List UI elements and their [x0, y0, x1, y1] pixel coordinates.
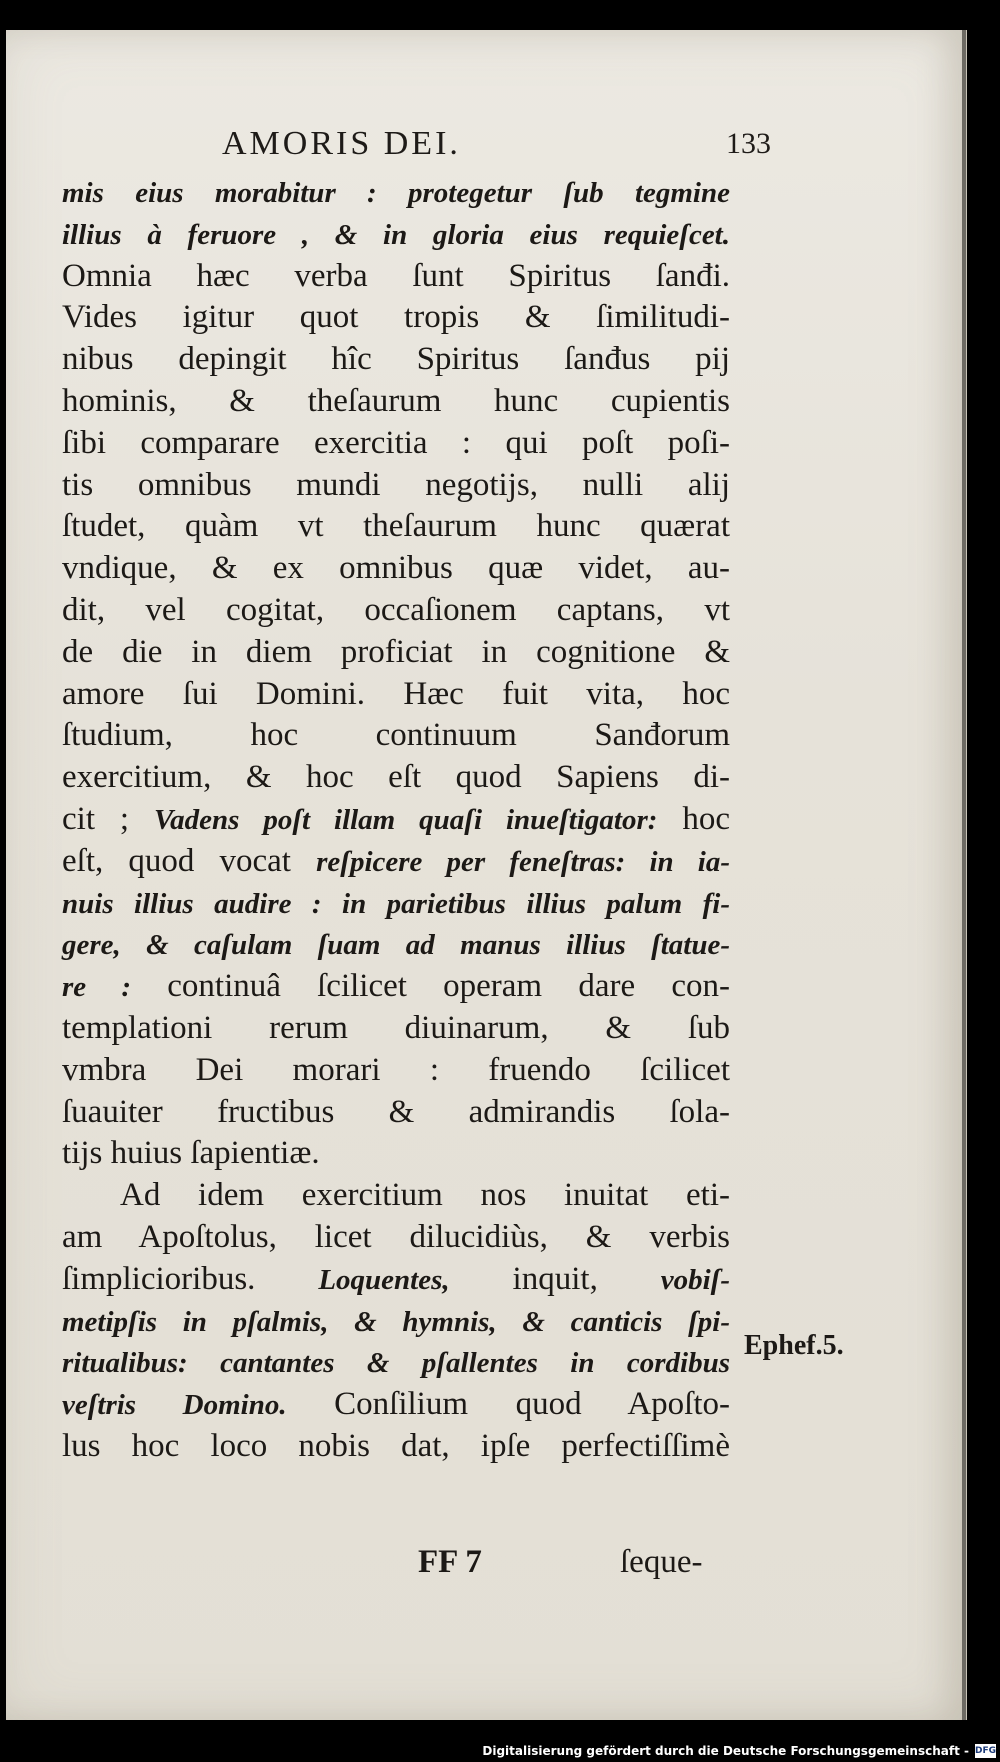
- roman-segment: lus hoc loco nobis dat, ipſe perfectiſſimè: [62, 1427, 730, 1464]
- text-line: [62, 1217, 730, 1259]
- text-line: [62, 1050, 730, 1092]
- roman-segment: dit, vel cogitat, occaſionem captans, vt: [62, 591, 730, 628]
- italic-segment: nuis illius audire : in parietibus illius palum fi-: [62, 887, 730, 920]
- italic-segment: gere, & caſulam ſuam ad manus illius ſtatue-: [62, 929, 730, 962]
- text-line: [62, 172, 730, 214]
- roman-segment: amore ſui Domini. Hæc fuit vita, hoc: [62, 675, 730, 712]
- page-number: 133: [726, 127, 771, 160]
- italic-segment: vobiſ-: [660, 1263, 730, 1296]
- text-line: [62, 381, 730, 423]
- roman-segment: de die in diem proficiat in cognitione &: [62, 633, 730, 670]
- page-edge: [962, 30, 966, 1720]
- italic-segment: Loquentes,: [318, 1263, 450, 1296]
- roman-segment: hoc: [657, 800, 730, 837]
- italic-segment: Vadens poſt illam quaſi inueſtigator:: [154, 803, 658, 836]
- roman-segment: inquit,: [449, 1260, 661, 1297]
- text-line: [62, 1008, 730, 1050]
- text-line: [62, 841, 730, 883]
- text-line: [62, 924, 730, 966]
- text-line: [62, 465, 730, 507]
- italic-segment: illius à feruore , & in gloria eius requieſcet.: [62, 218, 730, 251]
- roman-segment: vndique, & ex omnibus quæ videt, au-: [62, 550, 730, 587]
- roman-segment: Vides igitur quot tropis & ſimilitudi-: [62, 299, 730, 336]
- italic-segment: veſtris Domino.: [62, 1389, 287, 1422]
- catchword: ſeque-: [620, 1544, 703, 1580]
- roman-segment: continuâ ſcilicet operam dare con-: [131, 968, 730, 1005]
- text-line: [62, 966, 730, 1008]
- italic-segment: reſpicere per feneſtras: in ia-: [316, 845, 730, 878]
- roman-segment: cit ;: [62, 800, 155, 837]
- text-line: [62, 506, 730, 548]
- text-line: [62, 1384, 730, 1426]
- roman-segment: vmbra Dei morari : fruendo ſcilicet: [62, 1051, 730, 1088]
- credit-text: Digitalisierung gefördert durch die Deutsche Forschungsgemeinschaft -: [482, 1744, 969, 1758]
- roman-segment: Ad idem exercitium nos inuitat eti-: [120, 1177, 730, 1214]
- text-line: [62, 423, 730, 465]
- page-footer: [0, 1544, 1000, 1589]
- text-line: [62, 1133, 730, 1175]
- roman-segment: nibus depingit hîc Spiritus ſanđus pij: [62, 341, 730, 378]
- text-line: [62, 1426, 730, 1468]
- text-line: [62, 256, 730, 298]
- text-line: [62, 799, 730, 841]
- roman-segment: ſimplicioribus.: [62, 1260, 319, 1297]
- text-line: [62, 757, 730, 799]
- text-line: [62, 632, 730, 674]
- roman-segment: ſuauiter fructibus & admirandis ſola-: [62, 1093, 730, 1130]
- margin-note: Ephef.5.: [744, 1330, 844, 1361]
- text-line: [62, 548, 730, 590]
- italic-segment: mis eius morabitur : protegetur ſub tegmine: [62, 177, 730, 209]
- text-line: [62, 1092, 730, 1134]
- roman-segment: am Apoſtolus, licet dilucidiùs, & verbis: [62, 1218, 730, 1255]
- roman-segment: hominis, & theſaurum hunc cupientis: [62, 382, 730, 419]
- italic-segment: re :: [62, 971, 132, 1004]
- text-line: [62, 1301, 730, 1343]
- text-line: [62, 1342, 730, 1384]
- text-line: [62, 715, 730, 757]
- roman-segment: ſtudet, quàm vt theſaurum hunc quærat: [62, 508, 730, 545]
- text-line: [62, 1259, 730, 1301]
- text-line: [62, 297, 730, 339]
- roman-segment: ſibi comparare exercitia : qui poſt poſi-: [62, 424, 730, 461]
- roman-segment: Omnia hæc verba ſunt Spiritus ſanđi.: [62, 257, 730, 294]
- digitization-credit: [482, 1740, 1000, 1762]
- running-head: AMORIS DEI.: [222, 125, 461, 162]
- roman-segment: tis omnibus mundi negotijs, nulli alij: [62, 466, 730, 503]
- text-line: [62, 214, 730, 256]
- roman-segment: ſtudium, hoc continuum Sanđorum: [62, 717, 730, 754]
- italic-segment: metipſis in pſalmis, & hymnis, & canticis ſpi-: [62, 1305, 730, 1338]
- text-line: [62, 883, 730, 925]
- italic-segment: ritualibus: cantantes & pſallentes in cordibus: [62, 1347, 730, 1380]
- page-header: [0, 125, 1000, 165]
- roman-segment: exercitium, & hoc eſt quod Sapiens di-: [62, 759, 730, 796]
- roman-segment: templationi rerum diuinarum, & ſub: [62, 1009, 730, 1046]
- text-line: [62, 1175, 730, 1217]
- text-line: [62, 339, 730, 381]
- body-text: [62, 172, 730, 1468]
- signature-mark: FF 7: [418, 1544, 482, 1580]
- text-line: [62, 590, 730, 632]
- roman-segment: tijs huius ſapientiæ.: [62, 1135, 320, 1172]
- roman-segment: Conſilium quod Apoſto-: [286, 1386, 730, 1423]
- dfg-logo-icon: DFG: [974, 1746, 996, 1756]
- roman-segment: eſt, quod vocat: [62, 842, 317, 879]
- text-line: [62, 674, 730, 716]
